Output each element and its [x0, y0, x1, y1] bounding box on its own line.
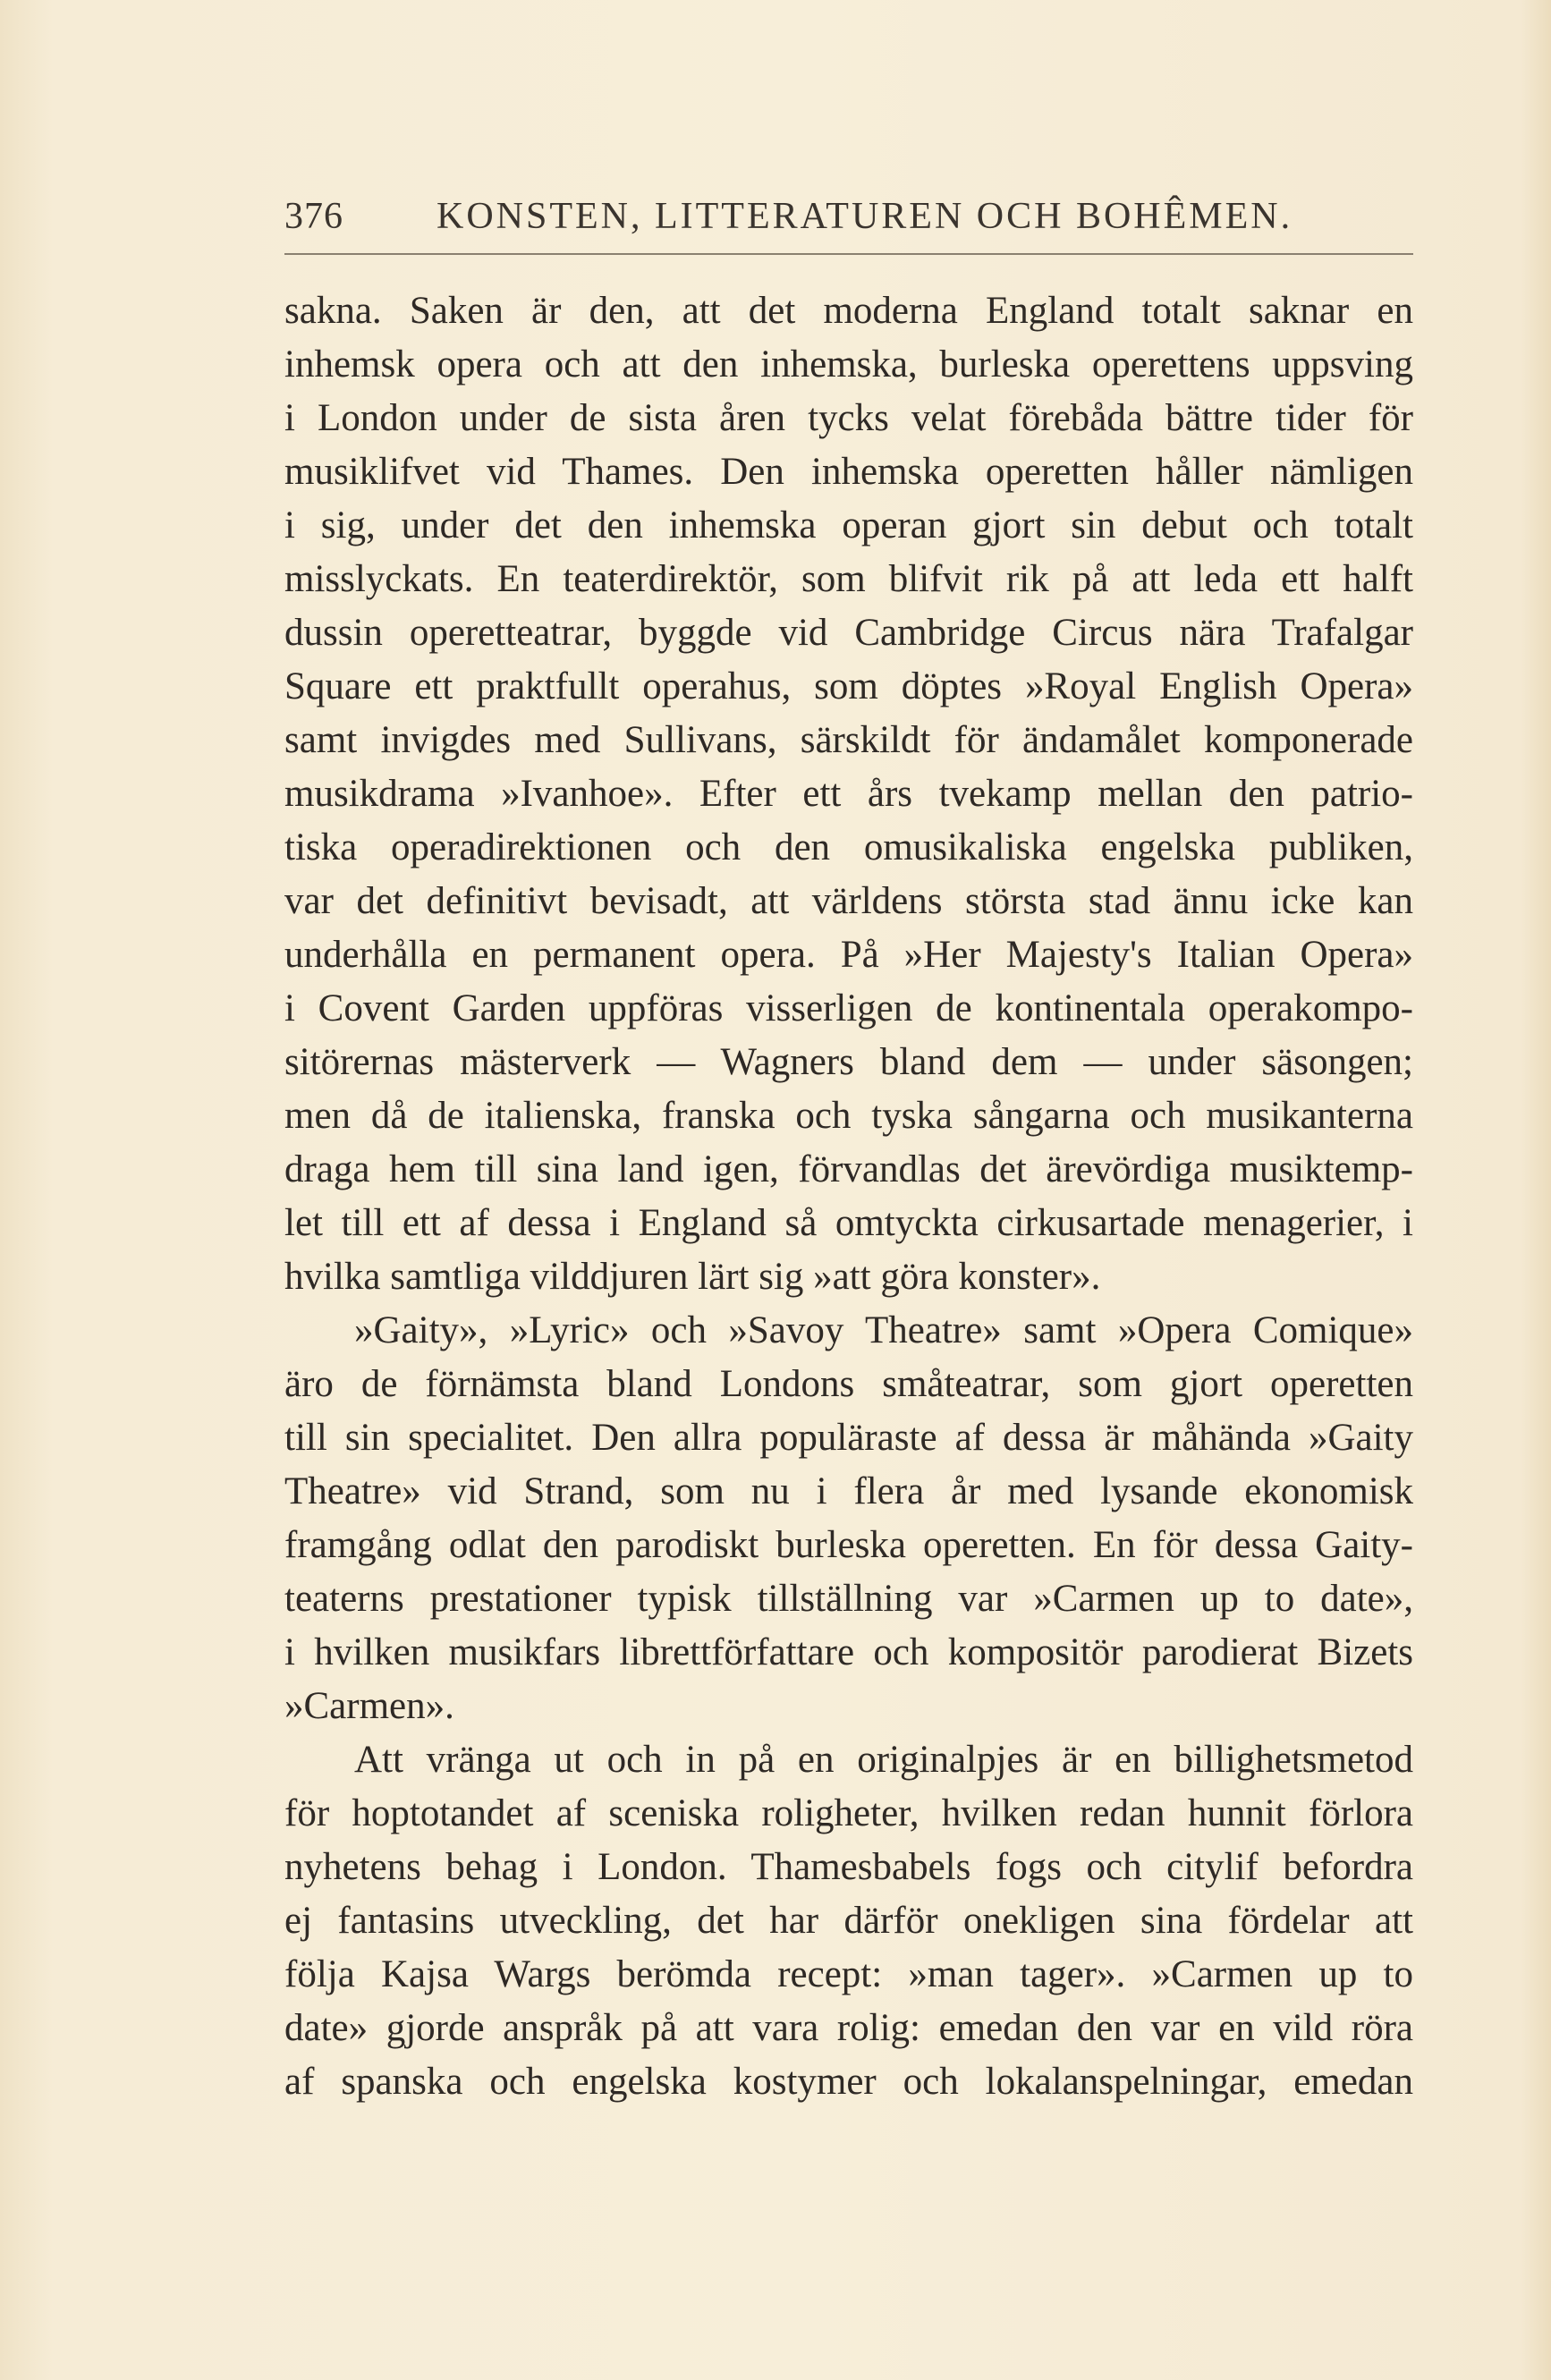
text-line: framgång odlat den parodiskt burleska operetten. En för dessa Gaity- [284, 1524, 1413, 1566]
text-line: i Covent Garden uppföras visserligen de kontinentala operakompo- [284, 987, 1413, 1029]
text-line: i London under de sista åren tycks velat förebåda bättre tider för [284, 397, 1413, 439]
text-line: af spanska och engelska kostymer och lokalanspelningar, emedan [284, 2061, 1413, 2103]
text-line: »Carmen». [284, 1685, 454, 1727]
text-line: Att vränga ut och in på en originalpjes är en billighetsmetod [354, 1739, 1413, 1781]
running-title: KONSTEN, LITTERATUREN OCH BOHÊMEN. [436, 196, 1293, 237]
text-line: till sin specialitet. Den allra populäraste af dessa är måhända »Gaity [284, 1417, 1413, 1459]
text-line: teaterns prestationer typisk tillställning var »Carmen up to date», [284, 1578, 1413, 1620]
body-text [284, 284, 1413, 2109]
text-line: underhålla en permanent opera. På »Her Majesty's Italian Opera» [284, 934, 1413, 976]
page-number: 376 [284, 196, 343, 237]
text-line: Square ett praktfullt operahus, som döptes »Royal English Opera» [284, 665, 1413, 707]
text-line: i sig, under det den inhemska operan gjort sin debut och totalt [284, 504, 1413, 546]
text-line: ej fantasins utveckling, det har därför onekligen sina fördelar att [284, 1900, 1413, 1942]
text-line: men då de italienska, franska och tyska sångarna och musikanterna [284, 1095, 1413, 1137]
text-line: följa Kajsa Wargs berömda recept: »man tager». »Carmen up to [284, 1953, 1413, 1995]
running-head [284, 190, 1413, 243]
text-line: tiska operadirektionen och den omusikaliska engelska publiken, [284, 826, 1413, 868]
text-line: nyhetens behag i London. Thamesbabels fogs och citylif befordra [284, 1846, 1413, 1888]
text-line: samt invigdes med Sullivans, särskildt för ändamålet komponerade [284, 719, 1413, 761]
text-line: let till ett af dessa i England så omtyckta cirkusartade menagerier, i [284, 1202, 1413, 1244]
text-line: äro de förnämsta bland Londons småteatrar, som gjort operetten [284, 1363, 1413, 1405]
text-line: »Gaity», »Lyric» och »Savoy Theatre» samt »Opera Comique» [354, 1309, 1413, 1351]
header-rule [284, 253, 1413, 255]
text-line: musikdrama »Ivanhoe». Efter ett års tvekamp mellan den patrio- [284, 773, 1413, 815]
text-line: för hoptotandet af sceniska roligheter, hvilken redan hunnit förlora [284, 1792, 1413, 1834]
text-line: var det definitivt bevisadt, att världens största stad ännu icke kan [284, 880, 1413, 922]
text-line: inhemsk opera och att den inhemska, burleska operettens uppsving [284, 343, 1413, 385]
text-line: i hvilken musikfars librettförfattare och kompositör parodierat Bizets [284, 1631, 1413, 1673]
text-line: draga hem till sina land igen, förvandlas det ärevördiga musiktemp- [284, 1148, 1413, 1190]
text-line: hvilka samtliga vilddjuren lärt sig »att göra konster». [284, 1256, 1101, 1298]
text-line: misslyckats. En teaterdirektör, som blifvit rik på att leda ett halft [284, 558, 1413, 600]
text-line: musiklifvet vid Thames. Den inhemska operetten håller nämligen [284, 451, 1413, 493]
text-line: sakna. Saken är den, att det moderna England totalt saknar en [284, 290, 1413, 332]
text-line: sitörernas mästerverk — Wagners bland dem — under säsongen; [284, 1041, 1413, 1083]
text-line: Theatre» vid Strand, som nu i flera år med lysande ekonomisk [284, 1470, 1413, 1512]
text-line: date» gjorde anspråk på att vara rolig: emedan den var en vild röra [284, 2007, 1413, 2049]
text-line: dussin operetteatrar, byggde vid Cambridge Circus nära Trafalgar [284, 612, 1413, 654]
